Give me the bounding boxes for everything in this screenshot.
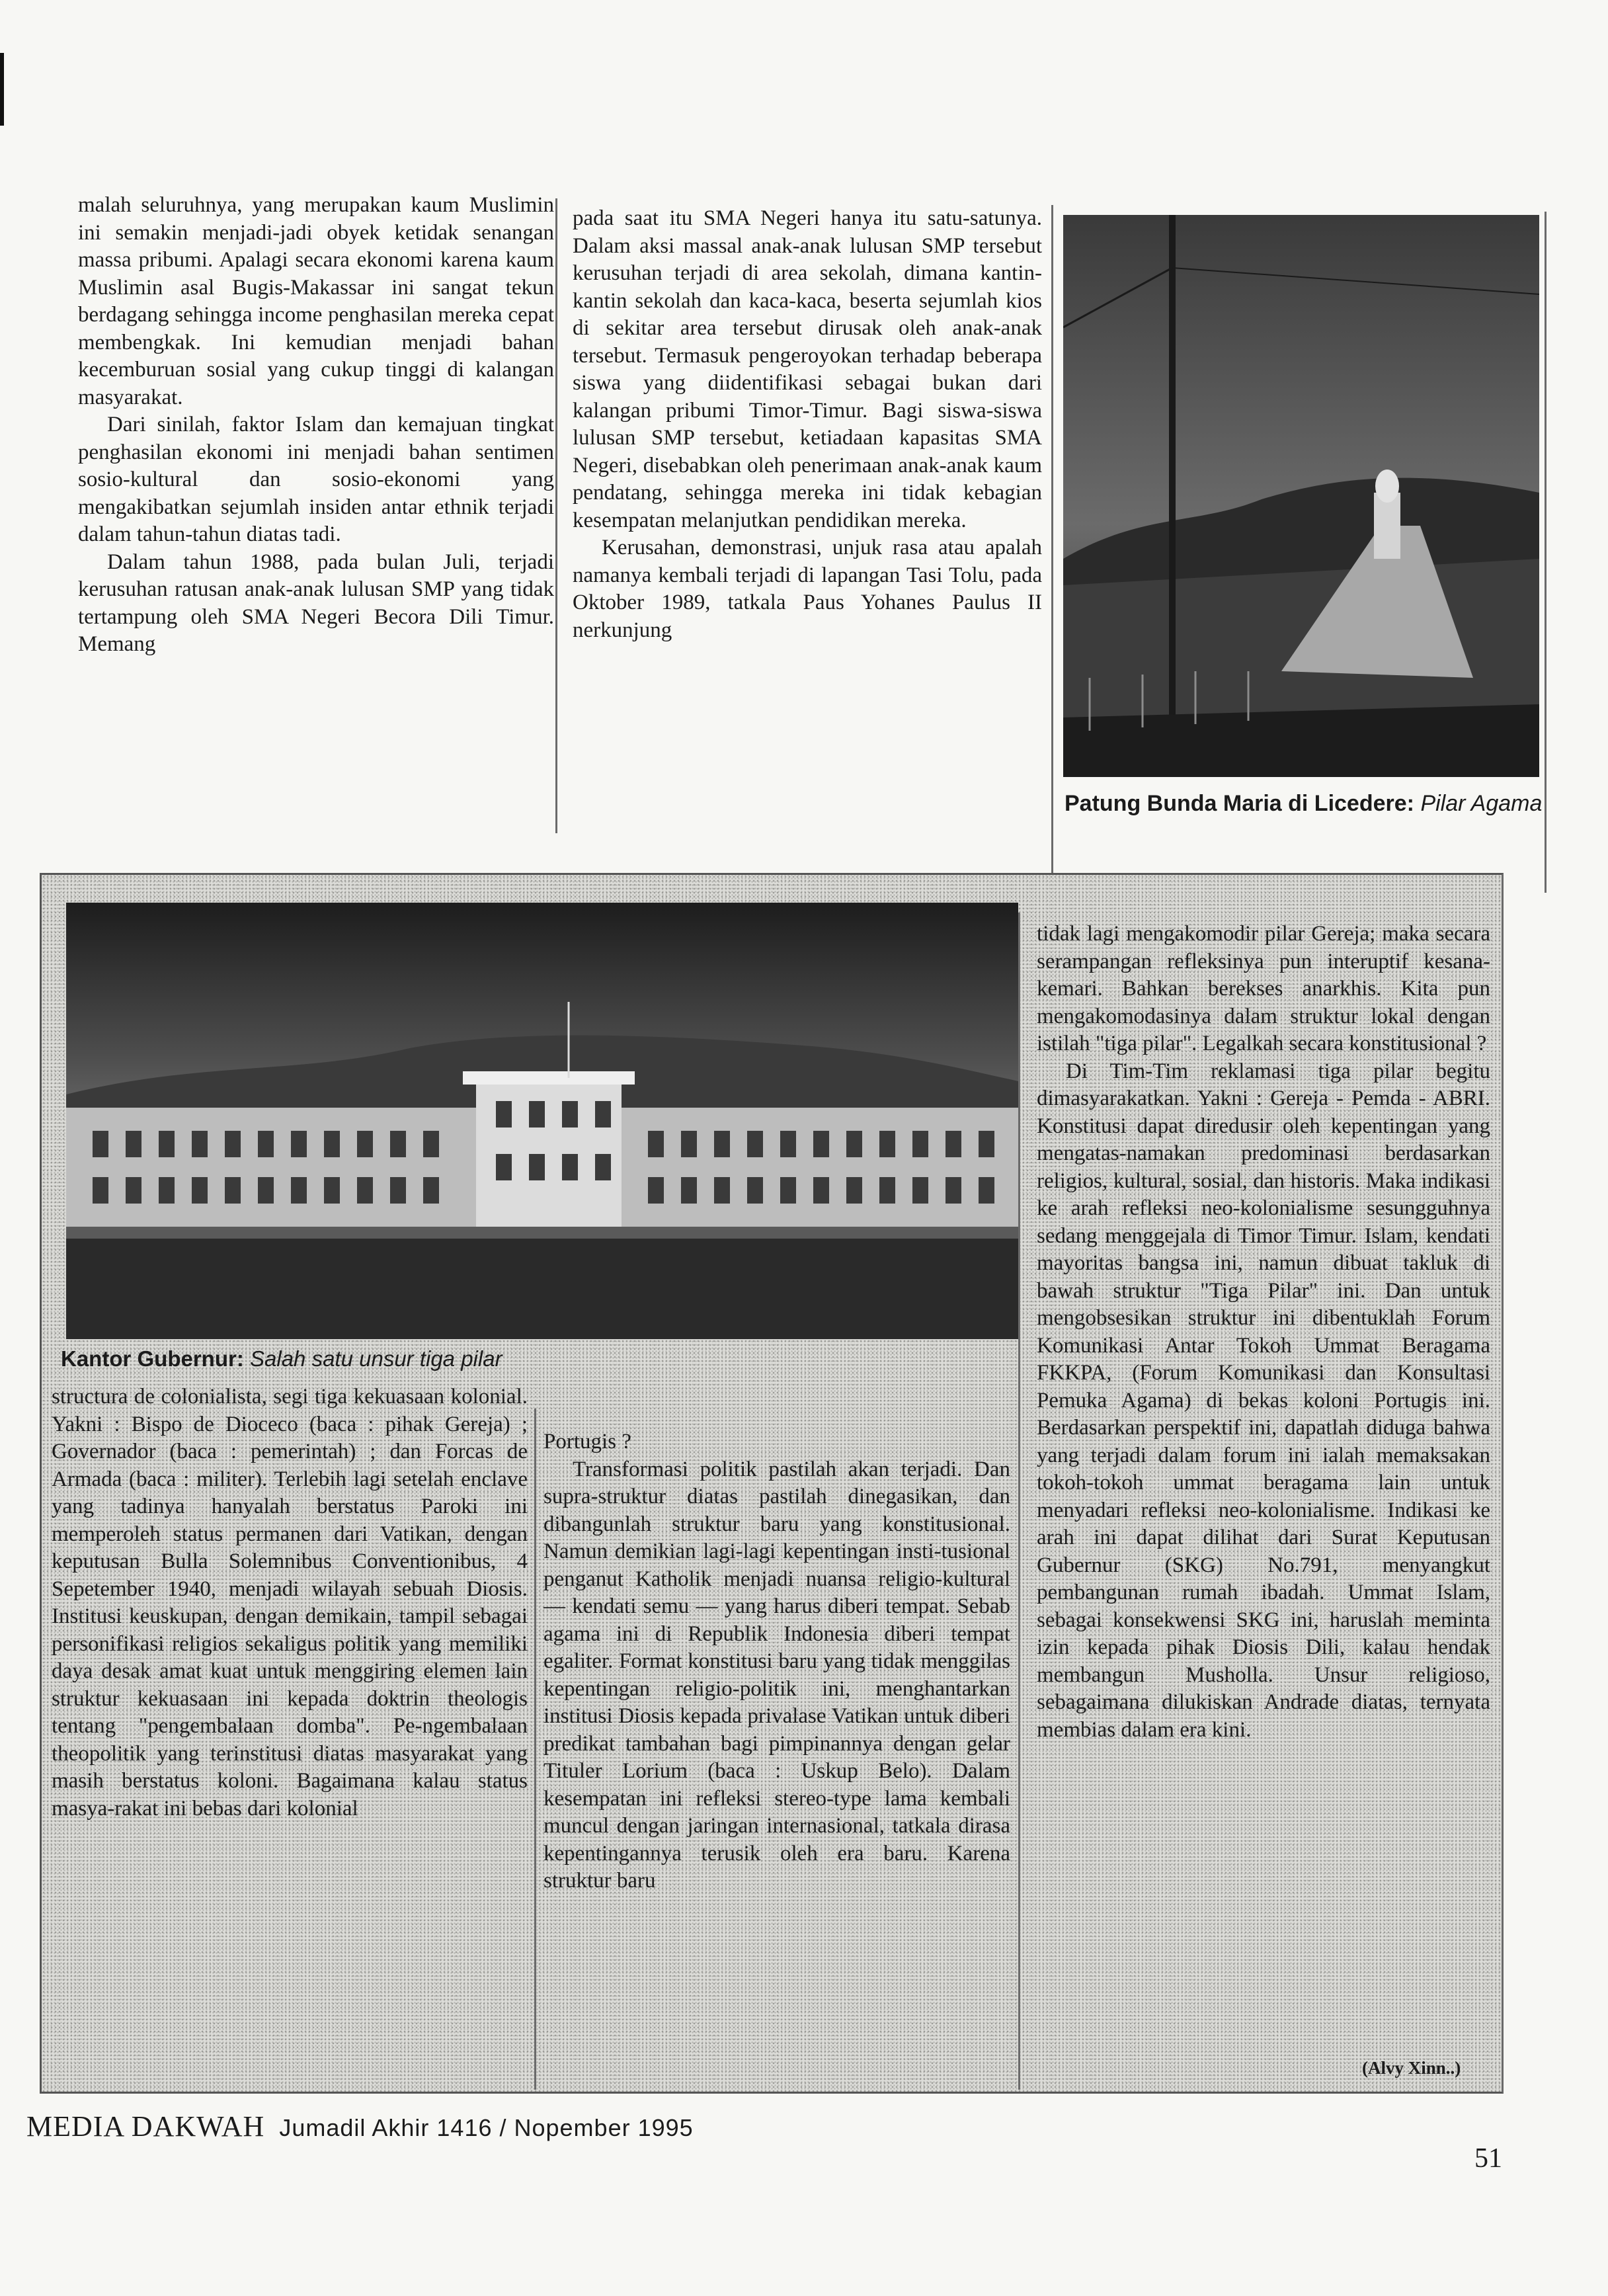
paragraph: Dalam tahun 1988, pada bulan Juli, terjadi kerusuhan ratusan anak-anak lulusan SMP yang tidak tertampung oleh SMA Negeri Becora Dili Timur. Memang (78, 550, 554, 656)
box-rule (1545, 212, 1547, 893)
column-rule (1018, 913, 1020, 2090)
top-column-1 (78, 192, 554, 820)
column-rule (534, 1409, 536, 2090)
statue-photo (1063, 215, 1539, 777)
paragraph: malah seluruhnya, yang merupakan kaum Muslimin ini semakin menjadi-jadi obyek ketidak senangan massa pribumi. Apalagi secara ekonomi karena kaum Muslimin asal Bugis-Makassar ini sangat tekun berdagang sehingga income penghasilan mereka cepat membengkak. Ini kemudian menjadi bahan kecemburuan sosial yang cukup tinggi di kalangan masyarakat. (78, 193, 554, 409)
box-column-right (1037, 921, 1490, 2078)
footer (26, 2110, 694, 2143)
paragraph: Portugis ? (543, 1430, 631, 1454)
paragraph: tidak lagi mengakomodir pilar Gereja; maka secara serampangan refleksinya pun interuptif kesana-kemari. Bahkan berekses anarkhis. Kita pun mengakomodasinya dalam struktur lokal dengan istilah "tiga pilar". Legalkah secara konstitusional ? (1037, 922, 1490, 1055)
column-rule (1051, 205, 1053, 873)
paragraph: structura de colonialista, segi tiga kekuasaan kolonial. Yakni : Bispo de Dioceco (baca : pihak Gereja) ; Governador (baca : pemerintah) ; dan Forcas de Armada (baca : militer). Terlebih lagi setelah enclave yang tadinya hanyalah berstatus Paroki ini memperoleh status permanen dari Vatikan, dengan keputusan Bulla Solemnibus Conventionibus, 4 Sepetember 1940, menjadi wilayah sebuah Diosis. Institusi keuskupan, dengan demikain, tampil sebagai personifikasi religios sekaligus politik yang memiliki daya desak amat kuat untuk menggiring elemen lain struktur kekuasaan ini kepada doktrin theologis tentang "pengembalaan domba". Pe-ngembalaan theopolitik yang terinstitusi diatas masyarakat yang masih berstatus koloni. Bagaimana kalau status masya-rakat ini bebas dari kolonial (52, 1385, 528, 1821)
caption-text: Salah satu unsur tiga pilar (250, 1346, 502, 1371)
box-column-left (52, 1383, 528, 2071)
paragraph: Transformasi politik pastilah akan terjadi. Dan supra-struktur diatas pastilah dinegasikan, dan dibangunlah struktur baru yang konstitusional. Namun demikian lagi-lagi kepentingan insti-tusional penganut Katholik menjadi nuansa religio-kultural — kendati semu — yang harus diberi tempat. Sebab agama ini di Republik Indonesia diberi tempat egaliter. Format konstitusi baru yang tidak menggilas kepentingan religio-politik ini, menghantarkan institusi Diosis kepada privalase Vatikan untuk diberi predikat tambahan bagi pimpinannya dengan gelar Tituler Lorium (baca : Uskup Belo). Dalam kesempatan ini refleksi stereo-type lama kembali muncul dengan jaringan internasional, tatkala dirasa kepentingannya terusik oleh era baru. Karena struktur baru (543, 1457, 1010, 1893)
caption-title: Patung Bunda Maria di Licedere: (1065, 791, 1414, 816)
paragraph: Dari sinilah, faktor Islam dan kemajuan tingkat penghasilan ekonomi ini menjadi bahan sentimen sosio-kultural dan sosio-ekonomi yang mengakibatkan sejumlah insiden antar ethnik terjadi dalam tahun-tahun diatas tadi. (78, 413, 554, 546)
paragraph: pada saat itu SMA Negeri hanya itu satu-satunya. Dalam aksi massal anak-anak lulusan SMP tersebut kerusuhan terjadi di area sekolah, dimana kantin-kantin sekolah dan kaca-kaca, beserta sejumlah kios di sekitar area tersebut dirusak oleh anak-anak tersebut. Termasuk pengeroyokan terhadap beberapa siswa yang diidentifikasi sebagai bukan dari kalangan pribumi Timor-Timur. Bagi siswa-siswa lulusan SMP tersebut, ketiadaan kapasitas SMA Negeri, disebabkan oleh penerimaan anak-anak kaum pendatang, sehingga mereka ini tidak kebagian kesempatan melanjutkan pendidikan mereka. (573, 206, 1042, 532)
issue-date: Jumadil Akhir 1416 / Nopember 1995 (279, 2114, 694, 2141)
governor-office-photo (66, 903, 1018, 1339)
magazine-name: MEDIA DAKWAH (26, 2110, 265, 2143)
statue-photo-image (1063, 215, 1539, 777)
page-number: 51 (1474, 2143, 1502, 2174)
box-column-middle (543, 1428, 1010, 2083)
caption-title: Kantor Gubernur: (61, 1346, 244, 1371)
caption-text: Pilar Agama (1420, 791, 1543, 816)
governor-office-photo-image (66, 903, 1018, 1339)
statue-photo-caption (1065, 790, 1547, 817)
paragraph: Kerusahan, demonstrasi, unjuk rasa atau apalah namanya kembali terjadi di lapangan Tasi Tolu, pada Oktober 1989, tatkala Paus Yohanes Paulus II nerkunjung (573, 536, 1042, 642)
governor-office-caption (61, 1346, 656, 1372)
top-column-2 (573, 205, 1042, 833)
column-rule (555, 198, 557, 833)
author-credit: (Alvy Xinn..) (1362, 2058, 1461, 2078)
scan-edge-mark (0, 53, 4, 126)
paragraph: Di Tim-Tim reklamasi tiga pilar begitu dimasyarakatkan. Yakni : Gereja - Pemda - ABRI. Konstitusi dapat diredusir oleh kepentingan yang mengatas-namakan predominasi berdasarkan religios, kultural, sosial, dan historis. Maka indikasi ke arah refleksi neo-kolonialisme sesungguhnya sedang menggejala di Timor Timur. Islam, kendati mayoritas bangsa ini, namun dibuat takluk di bawah struktur "Tiga Pilar" ini. Dan untuk mengobsesikan struktur ini dibentuklah Forum Komunikasi Antar Tokoh Ummat Beragama FKKPA, (Forum Komunikasi dan Konsultasi Pemuka Agama) di bekas koloni Portugis ini. Berdasarkan perspektif ini, dapatlah diduga bahwa yang terjadi dalam forum ini ialah memaksakan tokoh-tokoh ummat beragama lain untuk menyadari refleksi neo-kolonialisme. Indikasi ke arah ini dapat dilihat dari Surat Keputusan Gubernur (SKG) No.791, menyangkut pembangunan rumah ibadah. Ummat Islam, sebagai konsekwensi SKG ini, haruslah meminta izin kepada pihak Diosis Dili, kalau hendak membangun Musholla. Unsur religioso, sebagaimana dilukiskan Andrade diatas, ternyata membias dalam era kini. (1037, 1059, 1490, 1742)
